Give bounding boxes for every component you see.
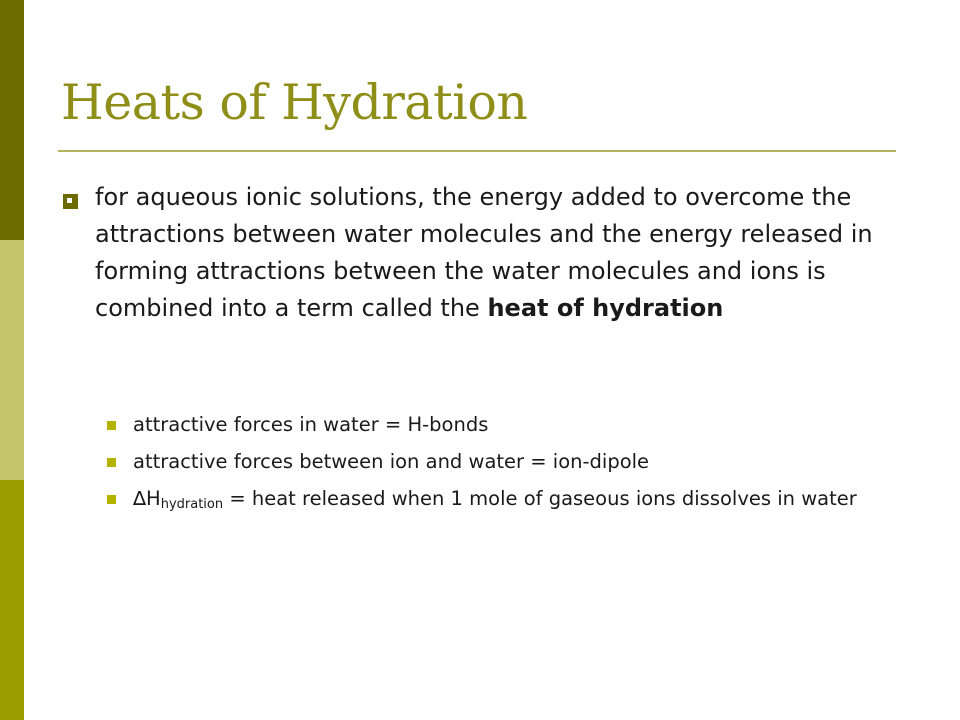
filled-square-bullet-icon xyxy=(107,421,116,430)
main-bullet-text xyxy=(95,179,898,327)
main-bullet xyxy=(63,179,898,327)
sub-bullet-item xyxy=(105,486,895,512)
main-bullet-bold-term: heat of hydration xyxy=(487,294,724,322)
left-accent-bar-middle xyxy=(0,240,24,480)
sub-bullet-text: = heat released when 1 mole of gaseous ions dissolves in water xyxy=(223,487,857,510)
title-underline xyxy=(58,150,896,152)
delta-h-symbol: ∆H xyxy=(133,487,161,510)
filled-square-bullet-icon xyxy=(107,495,116,504)
left-accent-bar-top xyxy=(0,0,24,240)
left-accent-bar-bottom xyxy=(0,480,24,720)
sub-bullet-text: attractive forces between ion and water = ion-dipole xyxy=(133,450,650,473)
hydration-subscript: hydration xyxy=(160,497,224,512)
sub-bullet-item xyxy=(105,449,895,475)
slide-title: Heats of Hydration xyxy=(61,74,528,131)
sub-bullet-list xyxy=(105,412,895,523)
sub-bullet-item xyxy=(105,412,895,438)
filled-square-bullet-icon xyxy=(107,458,116,467)
main-bullet-text-plain: for aqueous ionic solutions, the energy added to overcome the attractions between water molecules and the energy released in forming attractions between the water molecules and ions is combined into a term called the xyxy=(95,183,873,322)
sub-bullet-text: attractive forces in water = H-bonds xyxy=(133,413,489,436)
hollow-square-bullet-icon xyxy=(63,194,78,209)
